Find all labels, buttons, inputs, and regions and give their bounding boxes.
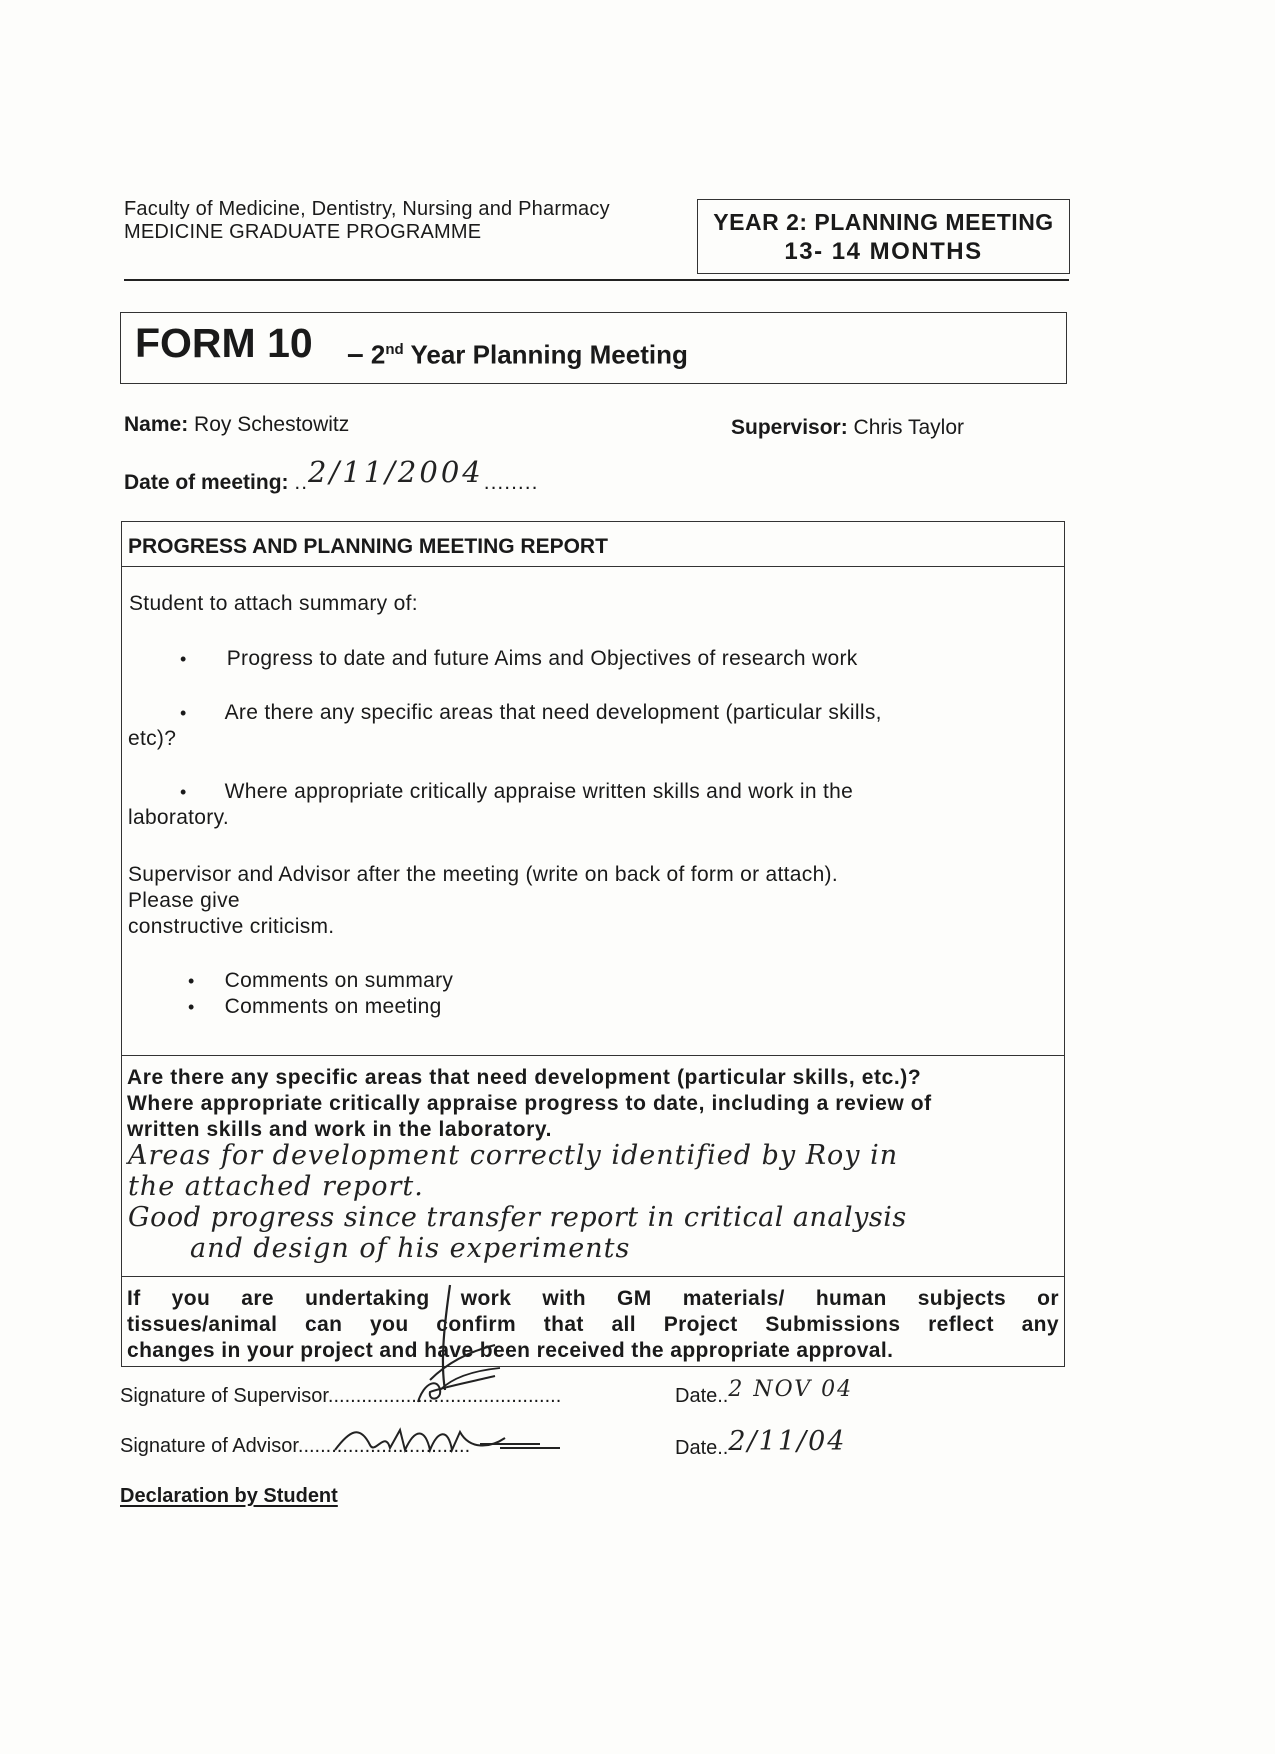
bullet-item-2 — [128, 700, 1058, 752]
advisor-line-1: Supervisor and Advisor after the meeting (write on back of form or attach). — [128, 863, 838, 886]
date-dots-after: ........ — [483, 471, 539, 494]
date-dots-before: .. — [294, 471, 309, 494]
advisor-signature-label: Signature of Advisor — [120, 1435, 298, 1457]
bullet-text-cont: laboratory. — [128, 806, 229, 829]
question-line-1: Are there any specific areas that need development (particular skills, etc.)? — [127, 1066, 922, 1089]
bullet-dot: • — [188, 971, 195, 991]
supervisor-signature — [410, 1372, 500, 1412]
supervisor-signature-dots: .......................................... — [327, 1385, 562, 1407]
form-sub-num: 2 — [370, 339, 386, 370]
handwritten-line-2: the attached report. — [128, 1171, 424, 1202]
faculty-header — [124, 198, 610, 244]
header-divider — [124, 279, 1069, 281]
handwritten-line-1: Areas for development correctly identified by Roy in — [128, 1140, 899, 1171]
comment-meeting: Comments on meeting — [224, 995, 442, 1018]
development-question — [127, 1065, 1057, 1143]
advisor-signature-dots: ............................... — [297, 1435, 471, 1457]
gm-materials-statement — [127, 1286, 1059, 1364]
supervisor-date-dots: .. — [717, 1385, 729, 1407]
handwritten-comments — [128, 1140, 1048, 1264]
handwritten-line-3: Good progress since transfer report in critical analysis — [128, 1202, 907, 1233]
form-sub-rest: Year Planning Meeting — [403, 339, 688, 370]
form-number — [135, 318, 313, 368]
handwritten-line-4: and design of his experiments — [190, 1233, 631, 1264]
months-label: 13- 14 MONTHS — [784, 238, 983, 265]
advisor-date-line — [675, 1426, 847, 1460]
name-value: Roy Schestowitz — [194, 413, 350, 436]
advisor-line-2: Please give — [128, 889, 240, 912]
form-dash: – — [347, 337, 364, 371]
bullet-dot: • — [188, 997, 195, 1017]
bullet-dot: • — [180, 649, 187, 669]
bullet-dot: • — [180, 703, 187, 723]
advisor-signature — [330, 1420, 570, 1460]
gm-line-1: If you are undertaking work with GM materials/ human subjects or — [127, 1287, 1059, 1310]
comments-list — [188, 968, 453, 1020]
comments-divider — [121, 1276, 1065, 1277]
list-item — [188, 994, 453, 1020]
advisor-date-dots: .. — [717, 1437, 729, 1459]
question-line-2: Where appropriate critically appraise progress to date, including a review of — [127, 1092, 932, 1115]
year-title: YEAR 2: PLANNING MEETING — [713, 209, 1054, 235]
intro-text: Student to attach summary of: — [129, 592, 418, 615]
bullet-text-cont: etc)? — [128, 727, 177, 750]
declaration-heading: Declaration by Student — [120, 1485, 338, 1507]
bullet-text: Are there any specific areas that need development (particular skills, — [224, 701, 882, 724]
form-subtitle — [347, 330, 688, 375]
name-label: Name: — [124, 413, 189, 436]
form-number-text: FORM 10 — [135, 320, 313, 366]
year-planning-box — [697, 199, 1070, 274]
date-of-meeting-field — [124, 455, 539, 496]
gm-line-2: tissues/animal can you confirm that all Project Submissions reflect any — [127, 1313, 1059, 1336]
comment-summary: Comments on summary — [224, 969, 454, 992]
advisor-instructions — [128, 862, 838, 940]
supervisor-signature-label: Signature of Supervisor — [120, 1385, 328, 1407]
advisor-date-label: Date — [675, 1437, 718, 1459]
report-title: PROGRESS AND PLANNING MEETING REPORT — [128, 535, 608, 558]
instructions-divider — [121, 1055, 1065, 1056]
bullet-text: Where appropriate critically appraise written skills and work in the — [224, 780, 854, 803]
list-item — [188, 968, 453, 994]
supervisor-value: Chris Taylor — [853, 416, 965, 439]
advisor-date-value: 2/11/04 — [728, 1426, 847, 1457]
supervisor-date-line — [675, 1377, 854, 1408]
gm-line-3: changes in your project and have been received the appropriate approval. — [127, 1339, 894, 1362]
bullet-item-3 — [128, 779, 1058, 831]
report-title-divider — [121, 566, 1065, 567]
supervisor-date-value: 2 NOV 04 — [728, 1377, 854, 1402]
date-of-meeting-value: 2/11/2004 — [308, 455, 484, 489]
supervisor-field — [731, 415, 964, 441]
supervisor-label: Supervisor: — [731, 416, 848, 439]
name-field — [124, 412, 349, 438]
faculty-name: Faculty of Medicine, Dentistry, Nursing and Pharmacy — [124, 198, 610, 220]
programme-name: MEDICINE GRADUATE PROGRAMME — [124, 221, 482, 243]
bullet-item-1 — [180, 646, 858, 672]
date-of-meeting-label: Date of meeting: — [124, 471, 289, 494]
supervisor-date-label: Date — [675, 1385, 718, 1407]
bullet-text: Progress to date and future Aims and Objectives of research work — [226, 647, 858, 670]
bullet-dot: • — [180, 782, 187, 802]
question-line-3: written skills and work in the laboratory. — [127, 1118, 553, 1141]
advisor-line-3: constructive criticism. — [128, 915, 335, 938]
form-sub-sup: nd — [385, 341, 404, 358]
